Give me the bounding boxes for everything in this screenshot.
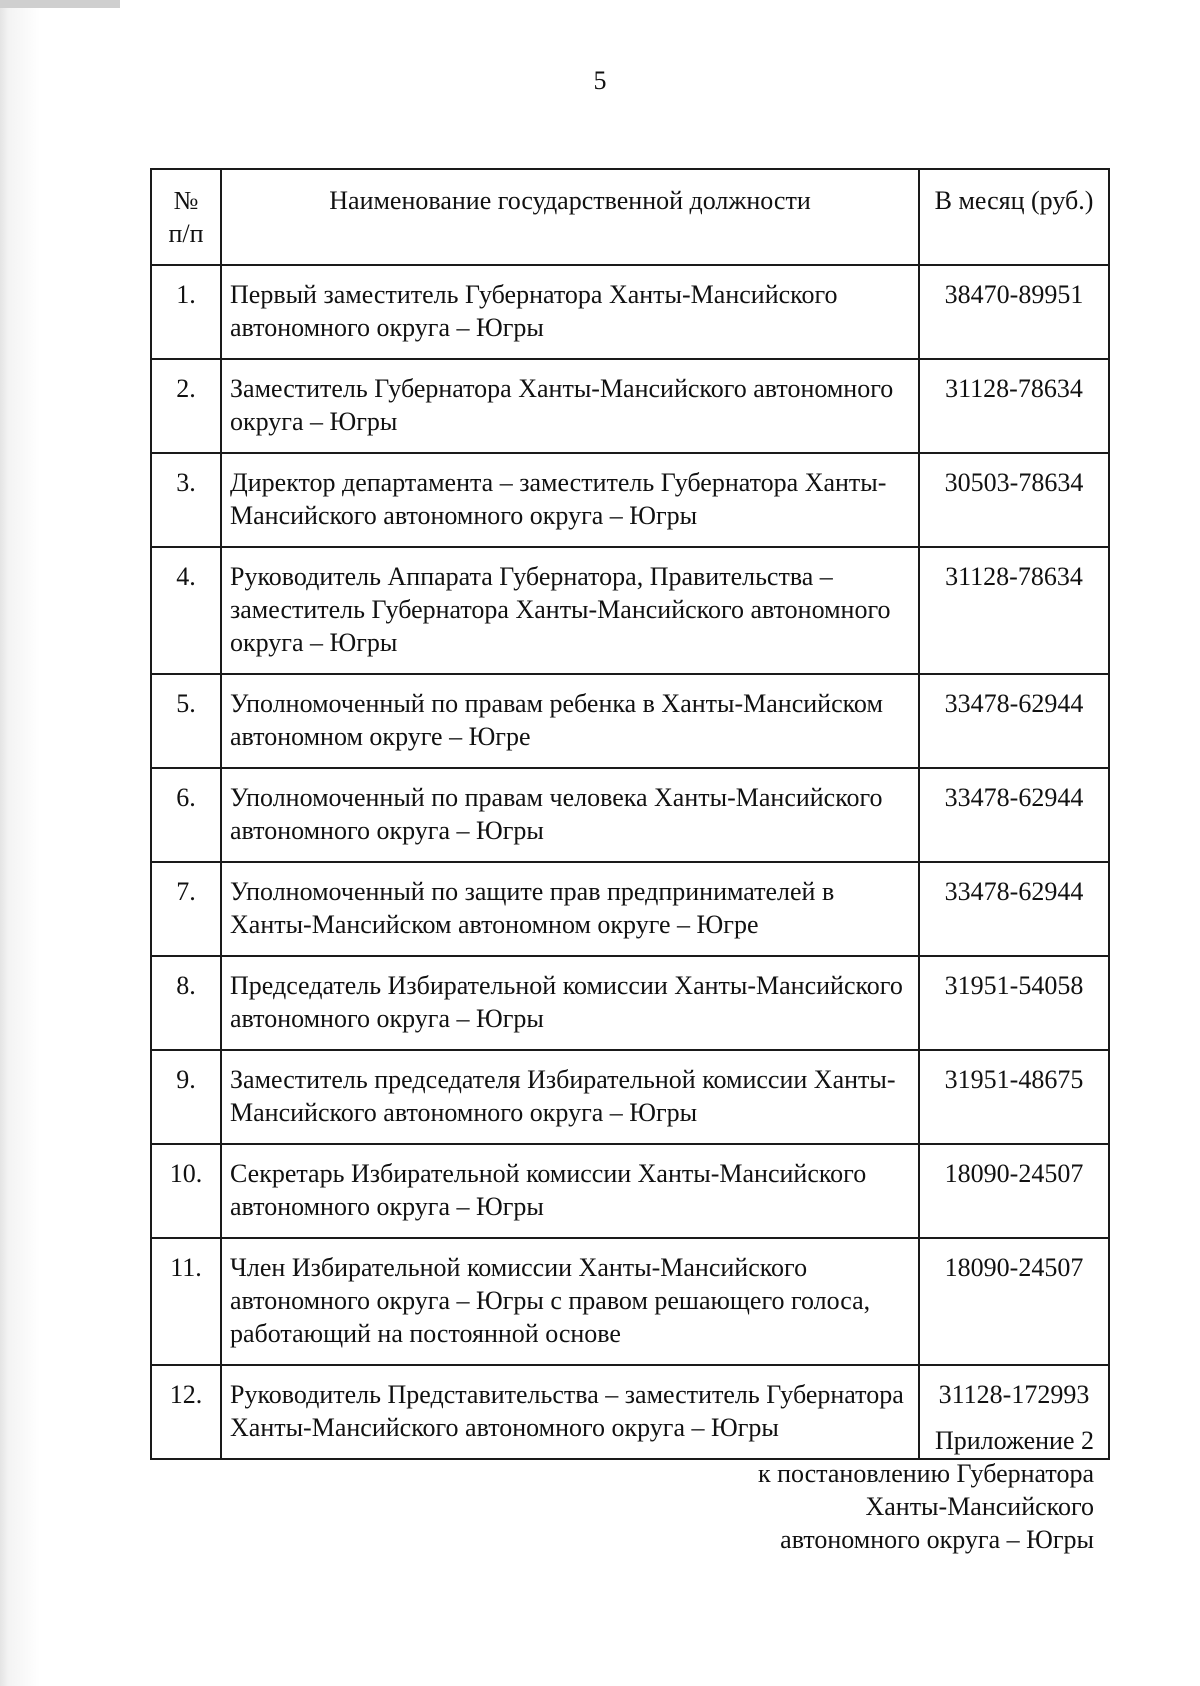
table-row xyxy=(151,862,1109,956)
table-row xyxy=(151,265,1109,359)
appendix-line: автономного округа – Югры xyxy=(780,1525,1094,1554)
header-position-name: Наименование государственной должности xyxy=(221,169,919,265)
row-number: 3. xyxy=(151,453,221,547)
position-name: Руководитель Аппарата Губернатора, Правительства – заместитель Губернатора Ханты-Мансийского автономного округа – Югры xyxy=(221,547,919,674)
table-row xyxy=(151,674,1109,768)
scan-edge-shadow xyxy=(0,0,40,1686)
appendix-note xyxy=(758,1424,1094,1556)
table-row xyxy=(151,768,1109,862)
appendix-title: Приложение 2 xyxy=(934,1426,1094,1455)
position-name: Директор департамента – заместитель Губернатора Ханты-Мансийского автономного округа – Югры xyxy=(221,453,919,547)
monthly-pay: 33478-62944 xyxy=(919,862,1109,956)
table-row xyxy=(151,547,1109,674)
header-number: № п/п xyxy=(151,169,221,265)
row-number: 4. xyxy=(151,547,221,674)
monthly-pay: 31128-78634 xyxy=(919,359,1109,453)
position-name: Руководитель Представительства – заместитель Губернатора Ханты-Мансийского автономного округа – Югры xyxy=(221,1365,919,1459)
table-row xyxy=(151,956,1109,1050)
position-name: Заместитель председателя Избирательной комиссии Ханты-Мансийского автономного округа – Югры xyxy=(221,1050,919,1144)
position-name: Первый заместитель Губернатора Ханты-Мансийского автономного округа – Югры xyxy=(221,265,919,359)
row-number: 11. xyxy=(151,1238,221,1365)
position-name: Председатель Избирательной комиссии Ханты-Мансийского автономного округа – Югры xyxy=(221,956,919,1050)
table-header-row xyxy=(151,169,1109,265)
monthly-pay: 31951-48675 xyxy=(919,1050,1109,1144)
monthly-pay: 31128-78634 xyxy=(919,547,1109,674)
monthly-pay: 31128-172993 xyxy=(919,1365,1109,1459)
monthly-pay: 38470-89951 xyxy=(919,265,1109,359)
position-name: Секретарь Избирательной комиссии Ханты-Мансийского автономного округа – Югры xyxy=(221,1144,919,1238)
table-row xyxy=(151,359,1109,453)
position-name: Уполномоченный по правам ребенка в Ханты-Мансийском автономном округе – Югре xyxy=(221,674,919,768)
salary-table xyxy=(150,168,1110,1460)
row-number: 1. xyxy=(151,265,221,359)
page-number: 5 xyxy=(593,66,607,95)
appendix-line: Ханты-Мансийского xyxy=(865,1492,1094,1521)
table-row xyxy=(151,1050,1109,1144)
table-body xyxy=(151,265,1109,1459)
position-name: Член Избирательной комиссии Ханты-Мансийского автономного округа – Югры с правом решающего голоса, работающий на постоянной основе xyxy=(221,1238,919,1365)
row-number: 2. xyxy=(151,359,221,453)
table-row xyxy=(151,453,1109,547)
row-number: 6. xyxy=(151,768,221,862)
row-number: 9. xyxy=(151,1050,221,1144)
table-row xyxy=(151,1144,1109,1238)
row-number: 12. xyxy=(151,1365,221,1459)
row-number: 5. xyxy=(151,674,221,768)
header-monthly-pay: В месяц (руб.) xyxy=(919,169,1109,265)
row-number: 7. xyxy=(151,862,221,956)
monthly-pay: 31951-54058 xyxy=(919,956,1109,1050)
table-row xyxy=(151,1238,1109,1365)
monthly-pay: 18090-24507 xyxy=(919,1144,1109,1238)
row-number: 10. xyxy=(151,1144,221,1238)
row-number: 8. xyxy=(151,956,221,1050)
appendix-line: к постановлению Губернатора xyxy=(757,1459,1094,1488)
position-name: Уполномоченный по правам человека Ханты-Мансийского автономного округа – Югры xyxy=(221,768,919,862)
monthly-pay: 33478-62944 xyxy=(919,768,1109,862)
position-name: Заместитель Губернатора Ханты-Мансийского автономного округа – Югры xyxy=(221,359,919,453)
position-name: Уполномоченный по защите прав предпринимателей в Ханты-Мансийском автономном округе – Югре xyxy=(221,862,919,956)
monthly-pay: 33478-62944 xyxy=(919,674,1109,768)
monthly-pay: 18090-24507 xyxy=(919,1238,1109,1365)
scan-corner-mark xyxy=(0,0,120,8)
monthly-pay: 30503-78634 xyxy=(919,453,1109,547)
